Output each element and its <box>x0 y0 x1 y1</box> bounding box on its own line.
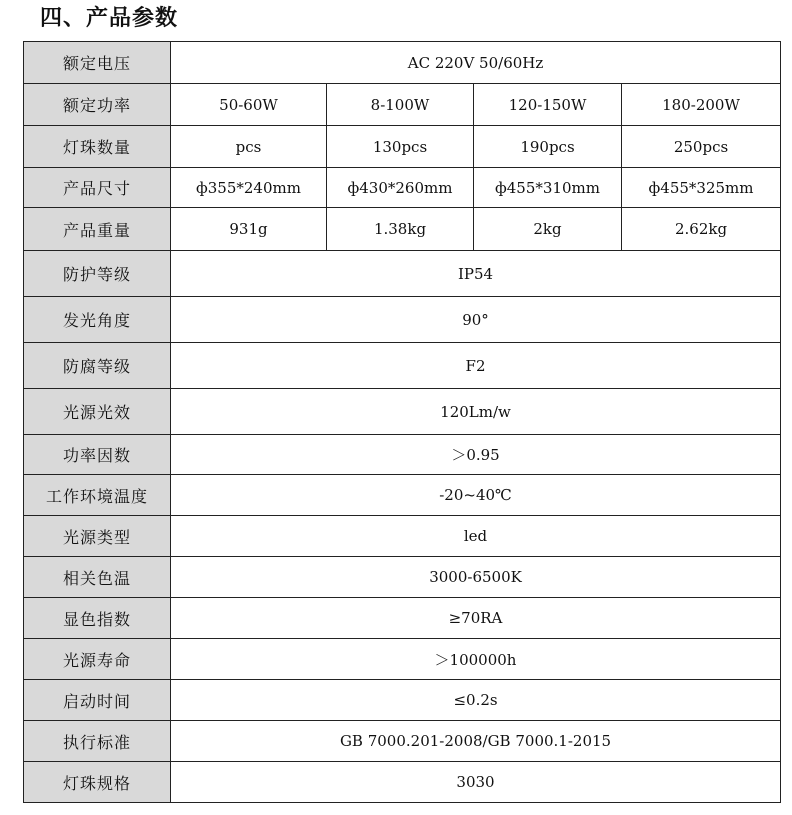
row-rated-voltage <box>24 42 781 84</box>
row-value: F2 <box>171 343 781 389</box>
row-cell: pcs <box>171 126 327 168</box>
row-value: GB 7000.201-2008/GB 7000.1-2015 <box>171 721 781 762</box>
row-cell: 180-200W <box>622 84 781 126</box>
row-ip-rating <box>24 251 781 297</box>
row-cell: 2kg <box>474 208 622 251</box>
row-light-source-type <box>24 516 781 557</box>
row-label: 发光角度 <box>24 297 171 343</box>
row-label: 防腐等级 <box>24 343 171 389</box>
row-value: 3030 <box>171 762 781 803</box>
row-label: 灯珠数量 <box>24 126 171 168</box>
row-value: IP54 <box>171 251 781 297</box>
product-spec-table <box>23 41 781 803</box>
row-cell: ф455*310mm <box>474 168 622 208</box>
row-led-count <box>24 126 781 168</box>
row-label: 光源光效 <box>24 389 171 435</box>
row-label: 产品重量 <box>24 208 171 251</box>
row-luminous-efficacy <box>24 389 781 435</box>
row-anticorrosion <box>24 343 781 389</box>
row-color-temperature <box>24 557 781 598</box>
row-label: 防护等级 <box>24 251 171 297</box>
row-label: 产品尺寸 <box>24 168 171 208</box>
row-standard <box>24 721 781 762</box>
row-color-rendering-index <box>24 598 781 639</box>
row-value: 3000-6500K <box>171 557 781 598</box>
row-cell: 1.38kg <box>327 208 474 251</box>
row-cell: 190pcs <box>474 126 622 168</box>
row-led-spec <box>24 762 781 803</box>
row-value: ＞100000h <box>171 639 781 680</box>
row-label: 光源寿命 <box>24 639 171 680</box>
row-value: -20~40℃ <box>171 475 781 516</box>
row-startup-time <box>24 680 781 721</box>
row-product-weight <box>24 208 781 251</box>
row-label: 工作环境温度 <box>24 475 171 516</box>
row-label: 额定电压 <box>24 42 171 84</box>
row-label: 显色指数 <box>24 598 171 639</box>
row-power-factor <box>24 435 781 475</box>
section-title: 四、产品参数 <box>40 6 179 31</box>
row-cell: 120-150W <box>474 84 622 126</box>
row-cell: 2.62kg <box>622 208 781 251</box>
row-lifespan <box>24 639 781 680</box>
row-label: 额定功率 <box>24 84 171 126</box>
row-cell: 931g <box>171 208 327 251</box>
row-label: 执行标准 <box>24 721 171 762</box>
row-product-size <box>24 168 781 208</box>
row-label: 光源类型 <box>24 516 171 557</box>
row-cell: ф455*325mm <box>622 168 781 208</box>
row-value: 120Lm/w <box>171 389 781 435</box>
row-cell: 250pcs <box>622 126 781 168</box>
row-value: AC 220V 50/60Hz <box>171 42 781 84</box>
row-rated-power <box>24 84 781 126</box>
row-cell: 130pcs <box>327 126 474 168</box>
row-value: ＞0.95 <box>171 435 781 475</box>
row-value: ≥70RA <box>171 598 781 639</box>
row-label: 功率因数 <box>24 435 171 475</box>
row-label: 灯珠规格 <box>24 762 171 803</box>
row-cell: 8-100W <box>327 84 474 126</box>
row-cell: ф430*260mm <box>327 168 474 208</box>
row-beam-angle <box>24 297 781 343</box>
row-cell: ф355*240mm <box>171 168 327 208</box>
row-cell: 50-60W <box>171 84 327 126</box>
row-label: 相关色温 <box>24 557 171 598</box>
row-value: led <box>171 516 781 557</box>
row-operating-temperature <box>24 475 781 516</box>
row-label: 启动时间 <box>24 680 171 721</box>
row-value: 90° <box>171 297 781 343</box>
row-value: ≤0.2s <box>171 680 781 721</box>
